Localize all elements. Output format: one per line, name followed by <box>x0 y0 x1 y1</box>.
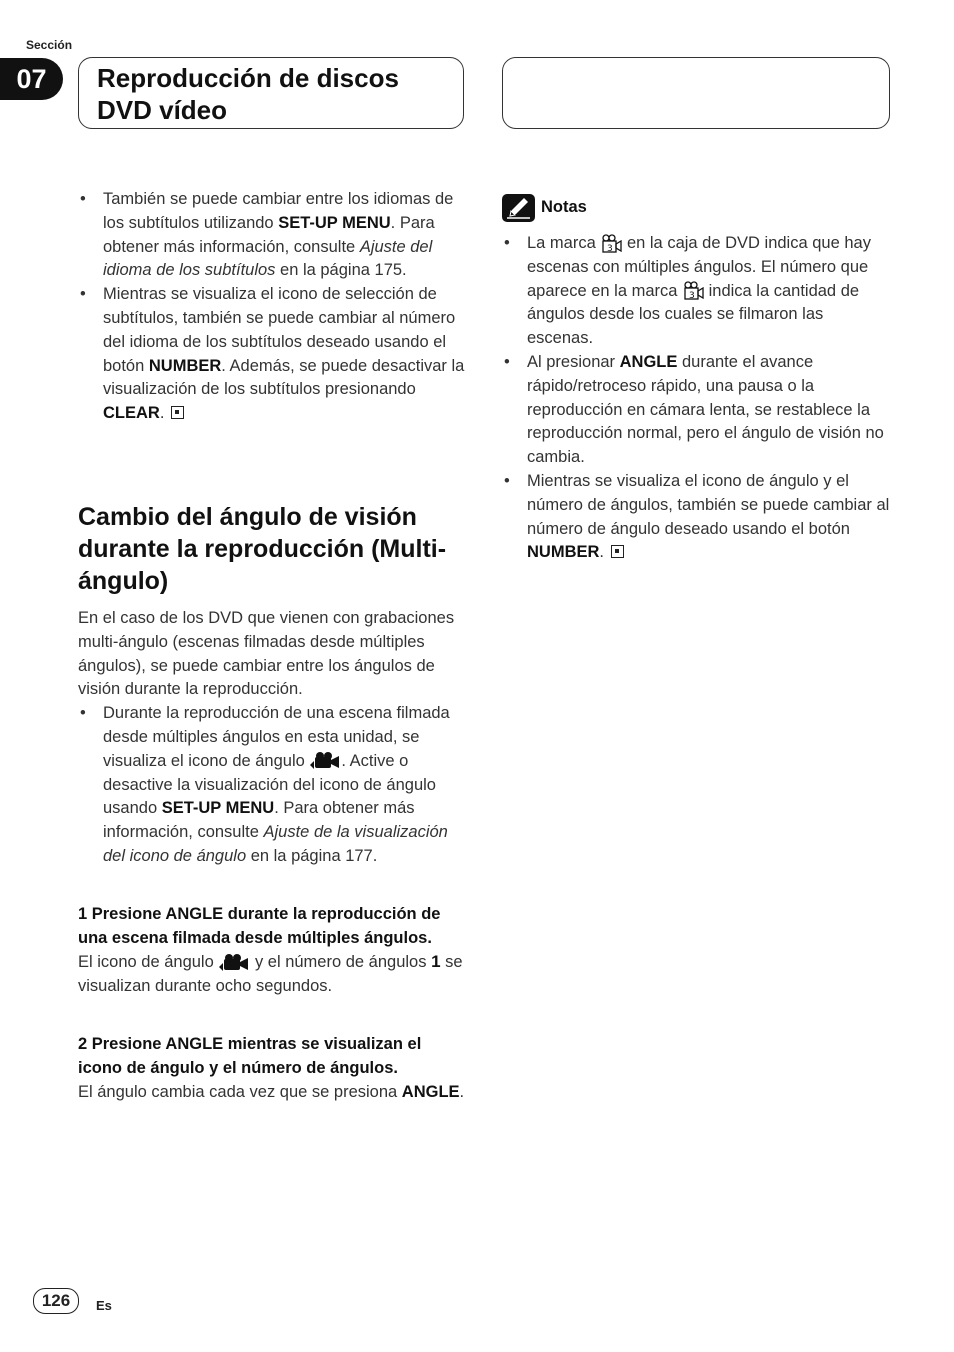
multi-angle-mark-icon <box>600 234 622 254</box>
page-number: 126 <box>33 1288 79 1314</box>
empty-header-box <box>502 57 890 129</box>
right-column <box>502 194 890 565</box>
step-2-heading: 2 Presione ANGLE mientras se visualizan el icono de ángulo y el número de ángulos. <box>78 1034 422 1077</box>
angle-icon <box>309 751 341 771</box>
section-heading: Cambio del ángulo de visión durante la reproducción (Multi-ángulo) <box>78 502 447 595</box>
list-item: • También se puede cambiar entre los idiomas de los subtítulos utilizando SET-UP MENU. Para obtener más información, consulte Ajuste del idioma de los subtítulos en la página 175. <box>78 188 466 283</box>
list-item: • Mientras se visualiza el icono de ángulo y el número de ángulos, también se puede cambiar al número de ángulo deseado usando el botón NUMBER. <box>502 470 890 565</box>
section-label: Sección <box>26 38 73 52</box>
intro-paragraph: En el caso de los DVD que vienen con grabaciones multi-ángulo (escenas filmadas desde múltiples ángulos), se puede cambiar entre los ángulos de visión durante la reproducción. <box>78 608 455 699</box>
list-item: • Durante la reproducción de una escena filmada desde múltiples ángulos en esta unidad, se visualiza el icono de ángulo . Active o desactive la visualización del icono de ángulo usando SET-UP MENU. Para obtener más información, consulte Ajuste de la visualización del icono de ángulo en la página 177. <box>78 702 466 869</box>
intro-bullet-list <box>78 188 466 426</box>
angle-number: 1 <box>431 952 441 972</box>
chapter-title-line2: DVD vídeo <box>97 95 228 125</box>
left-column <box>78 188 466 1104</box>
section-number-badge: 07 <box>0 58 63 100</box>
notes-title: Notas <box>541 198 587 217</box>
step-1-text: El icono de ángulo y el número de ángulos 1 se visualizan durante ocho segundos. <box>78 952 463 996</box>
notes-header <box>502 194 890 222</box>
step-2-text: El ángulo cambia cada vez que se presiona ANGLE. <box>78 1082 465 1101</box>
chapter-title <box>97 62 399 126</box>
list-item: • La marca 3 en la caja de DVD indica que hay escenas con múltiples ángulos. El número que aparece en la marca 3 indica la cantidad de ángulos desde los cuales se filmaron las escenas. <box>502 232 890 351</box>
step-1-heading: 1 Presione ANGLE durante la reproducción de una escena filmada desde múltiples ángulos. <box>78 904 441 947</box>
chapter-title-line1: Reproducción de discos <box>97 63 399 93</box>
multi-angle-mark-icon <box>682 281 704 301</box>
list-item: • Al presionar ANGLE durante el avance rápido/retroceso rápido, una pausa o la reproducción en cámara lenta, se restablece la reproducción normal, pero el ángulo de visión no cambia. <box>502 351 890 470</box>
angle-bullet-list <box>78 702 466 869</box>
notes-list <box>502 232 890 565</box>
end-mark-icon <box>611 545 624 558</box>
end-mark-icon <box>171 406 184 419</box>
chapter-title-box <box>78 57 464 129</box>
svg-text:3: 3 <box>689 291 695 302</box>
svg-text:3: 3 <box>607 243 614 254</box>
pencil-icon <box>502 194 535 222</box>
list-item: • Mientras se visualiza el icono de selección de subtítulos, también se puede cambiar al número del idioma de los subtítulos deseado usando el botón NUMBER. Además, se puede desactivar la visualización de los subtítulos presionando CLEAR. <box>78 283 466 426</box>
angle-icon <box>218 953 250 973</box>
language-label: Es <box>96 1298 112 1313</box>
